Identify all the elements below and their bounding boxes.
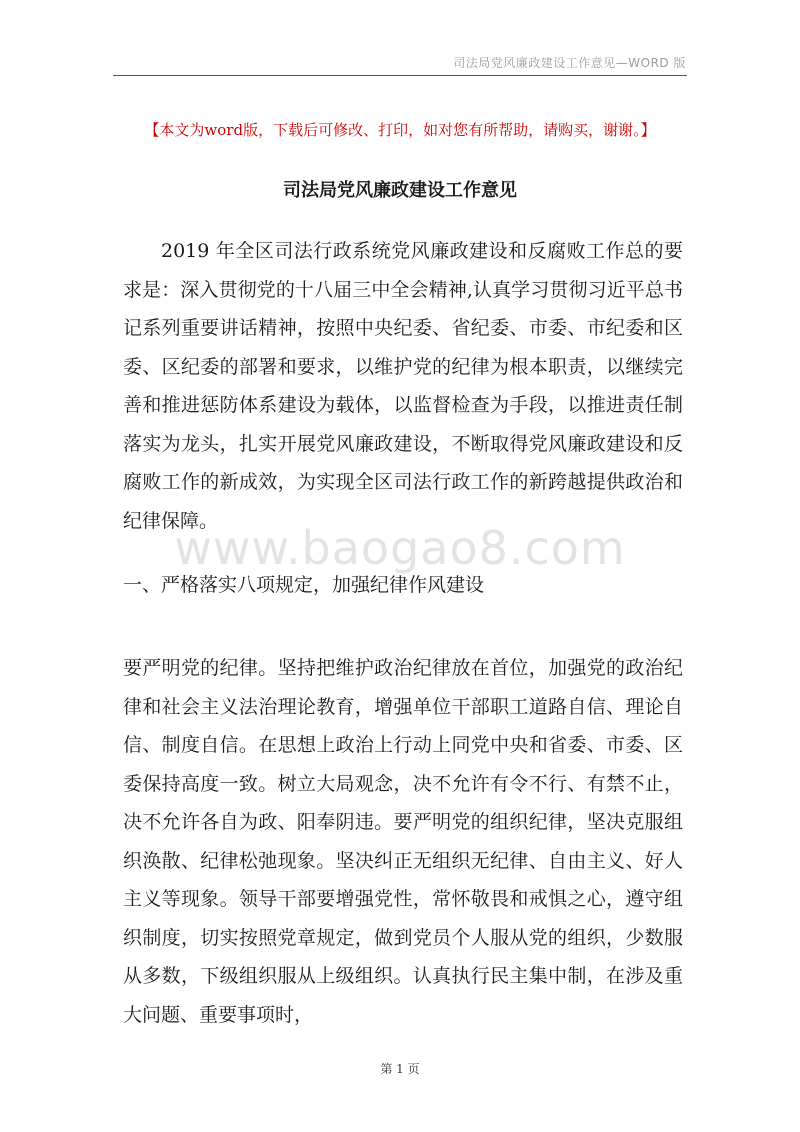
purchase-notice: 【本文为word版，下载后可修改、打印，如对您有所帮助，请购买，谢谢。】 bbox=[144, 121, 656, 139]
section-heading-1: 一、严格落实八项规定，加强纪律作风建设 bbox=[123, 574, 485, 596]
document-title: 司法局党风廉政建设工作意见 bbox=[283, 180, 517, 201]
body-paragraph-2: 要严明党的纪律。坚持把维护政治纪律放在首位，加强党的政治纪律和社会主义法治理论教育，增强单位干部职工道路自信、理论自信、制度自信。在思想上政治上行动上同党中央和省委、市委、区委保持高度一致。树立大局观念，决不允许有令不行、有禁不止，决不允许各自为政、阳奉阴违。要严明党的组织纪律，坚决克服组织涣散、纪律松弛现象。坚决纠正无组织无纪律、自由主义、好人主义等现象。领导干部要增强党性，常怀敬畏和戒惧之心，遵守组织制度，切实按照党章规定，做到党员个人服从党的组织，少数服从多数，下级组织服从上级组织。认真执行民主集中制，在涉及重大问题、重要事项时， bbox=[123, 657, 683, 1026]
site-watermark: www.baogao8.com bbox=[174, 521, 626, 575]
body-paragraph-1: 2019 年全区司法行政系统党风廉政建设和反腐败工作总的要求是：深入贯彻党的十八届三中全会精神,认真学习贯彻习近平总书记系列重要讲话精神，按照中央纪委、省纪委、市委、市纪委和区委、区纪委的部署和要求，以维护党的纪律为根本职责，以继续完善和推进惩防体系建设为载体，以监督检查为手段，以推进责任制落实为龙头，扎实开展党风廉政建设，不断取得党风廉政建设和反腐败工作的新成效，为实现全区司法行政工作的新跨越提供政治和纪律保障。 bbox=[123, 240, 683, 532]
header-divider bbox=[113, 75, 687, 76]
running-header: 司法局党风廉政建设工作意见—WORD 版 bbox=[453, 56, 686, 70]
page-number: 第 1 页 bbox=[380, 1062, 420, 1076]
